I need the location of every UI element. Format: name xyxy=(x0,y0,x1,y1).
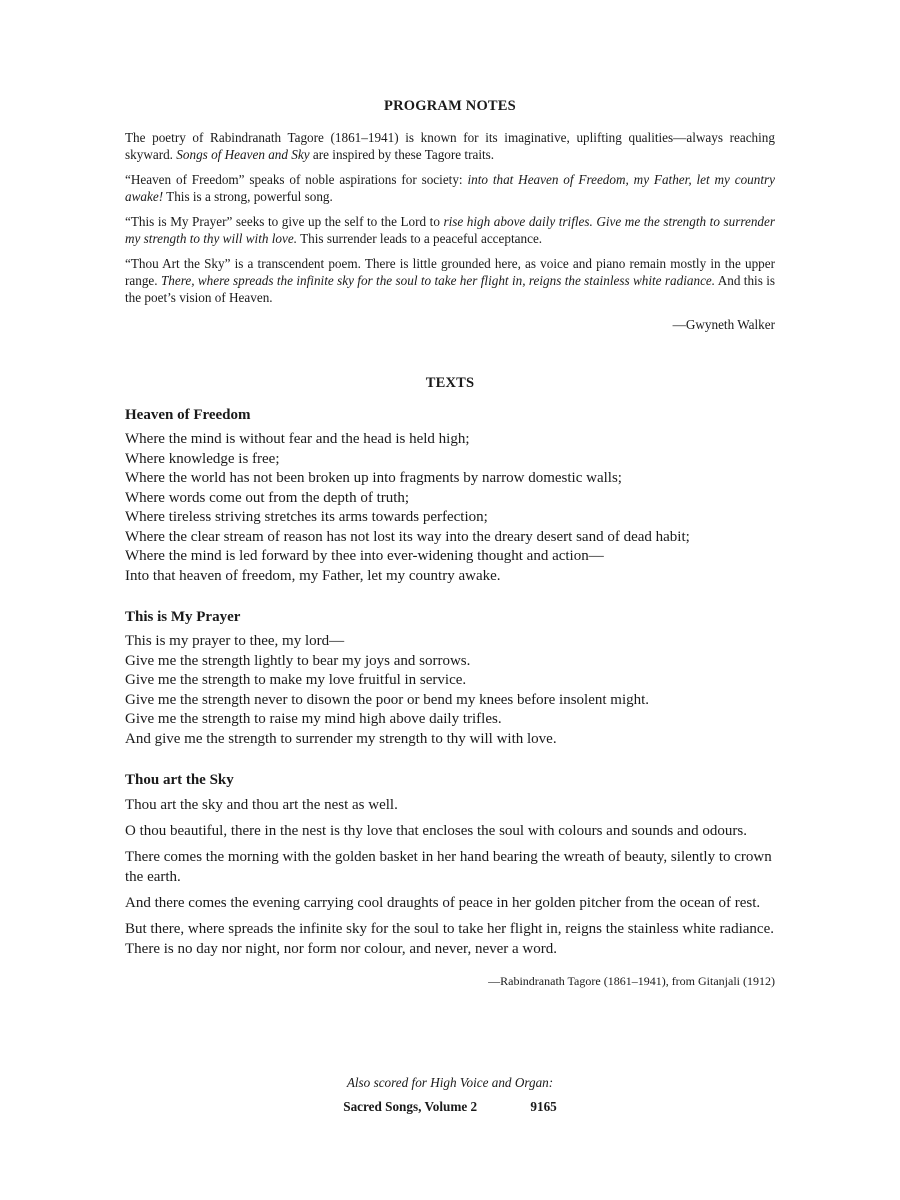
publication-title: Sacred Songs, Volume 2 xyxy=(343,1099,478,1114)
poem-this-is-my-prayer xyxy=(125,607,775,749)
program-notes-signature: —Gwyneth Walker xyxy=(672,317,775,332)
poem-attribution: —Rabindranath Tagore (1861–1941), from Gitanjali (1912) xyxy=(488,974,775,988)
note-paragraph-2 xyxy=(125,171,775,205)
poem-paragraphs xyxy=(125,795,775,959)
poem-title: Thou art the Sky xyxy=(125,772,234,788)
texts-heading: TEXTS xyxy=(425,375,475,391)
note-italic: There, where spreads the infinite sky for the soul to take her flight in, reigns the stainless white radiance. xyxy=(160,273,716,288)
note-text: The poetry of Rabindranath Tagore (1861–1941) is known for its imaginative, uplifting qualities—always reaching skyward. xyxy=(125,130,775,162)
poem-line: Where words come out from the depth of truth; xyxy=(125,489,410,506)
poem-title: Heaven of Freedom xyxy=(125,407,251,423)
poem-line: This is my prayer to thee, my lord— xyxy=(125,633,345,649)
publication-line xyxy=(0,1098,900,1115)
poem-paragraph: O thou beautiful, there in the nest is thy love that encloses the soul with colours and sounds and odours. xyxy=(125,823,747,839)
poem-title: This is My Prayer xyxy=(125,609,241,625)
program-notes xyxy=(125,129,775,333)
poem-line: Where the world has not been broken up into fragments by narrow domestic walls; xyxy=(125,470,622,486)
poem-paragraph: But there, where spreads the infinite sky for the soul to take her flight in, reigns the stainless white radiance. There is no day nor night, nor form nor colour, and never, never a word. xyxy=(125,921,774,957)
note-text: This is a strong, powerful song. xyxy=(163,189,333,204)
poem-line: Into that heaven of freedom, my Father, let my country awake. xyxy=(125,567,501,584)
poem-line: Where the mind is without fear and the head is held high; xyxy=(125,431,470,447)
note-italic: Songs of Heaven and Sky xyxy=(176,147,310,162)
poem-paragraph: And there comes the evening carrying cool draughts of peace in her golden pitcher from the ocean of rest. xyxy=(125,895,761,911)
poem-line: Give me the strength to make my love fruitful in service. xyxy=(125,672,467,688)
poem-line: Where the mind is led forward by thee into ever-widening thought and action— xyxy=(125,548,604,564)
poem-paragraph: Thou art the sky and thou art the nest as well. xyxy=(125,797,398,813)
note-paragraph-3 xyxy=(125,213,775,247)
note-text: are inspired by these Tagore traits. xyxy=(309,147,495,162)
note-text: This surrender leads to a peaceful acceptance. xyxy=(297,231,543,246)
also-scored-note: Also scored for High Voice and Organ: xyxy=(346,1075,554,1090)
note-text: And this is the poet’s vision of Heaven. xyxy=(125,273,775,305)
poem-thou-art-the-sky xyxy=(125,770,775,959)
poem-line: Give me the strength never to disown the poor or bend my knees before insolent might. xyxy=(125,691,650,708)
note-text: “This is My Prayer” seeks to give up the self to the Lord to xyxy=(125,214,444,229)
poem-paragraph: There comes the morning with the golden basket in her hand bearing the wreath of beauty, silently to crown the earth. xyxy=(125,849,772,885)
note-italic: into that Heaven of Freedom, my Father, let my country awake! xyxy=(125,172,776,204)
poem-line: Where tireless striving stretches its arms towards perfection; xyxy=(125,509,488,525)
poem-heaven-of-freedom xyxy=(125,405,775,586)
note-text: “Heaven of Freedom” speaks of noble aspirations for society: xyxy=(125,172,468,187)
publication-number: 9165 xyxy=(530,1099,557,1114)
poem-line: Give me the strength to raise my mind high above daily trifles. xyxy=(125,711,502,727)
poem-lines xyxy=(125,430,775,586)
poem-lines xyxy=(125,632,775,749)
poem-line: Where knowledge is free; xyxy=(125,450,280,467)
poem-line: And give me the strength to surrender my strength to thy will with love. xyxy=(125,730,557,747)
footer xyxy=(0,1074,900,1115)
note-paragraph-4 xyxy=(125,255,775,306)
note-paragraph-1 xyxy=(125,129,775,163)
poem-line: Give me the strength lightly to bear my joys and sorrows. xyxy=(125,652,471,669)
poem-line: Where the clear stream of reason has not lost its way into the dreary desert sand of dead habit; xyxy=(125,528,690,545)
note-text: “Thou Art the Sky” is a transcendent poem. There is little grounded here, as voice and piano remain mostly in the upper range. xyxy=(125,256,775,288)
note-italic: rise high above daily trifles. Give me the strength to surrender my strength to thy will with love. xyxy=(125,214,775,246)
program-notes-heading: PROGRAM NOTES xyxy=(384,98,516,114)
page-content xyxy=(125,98,775,989)
